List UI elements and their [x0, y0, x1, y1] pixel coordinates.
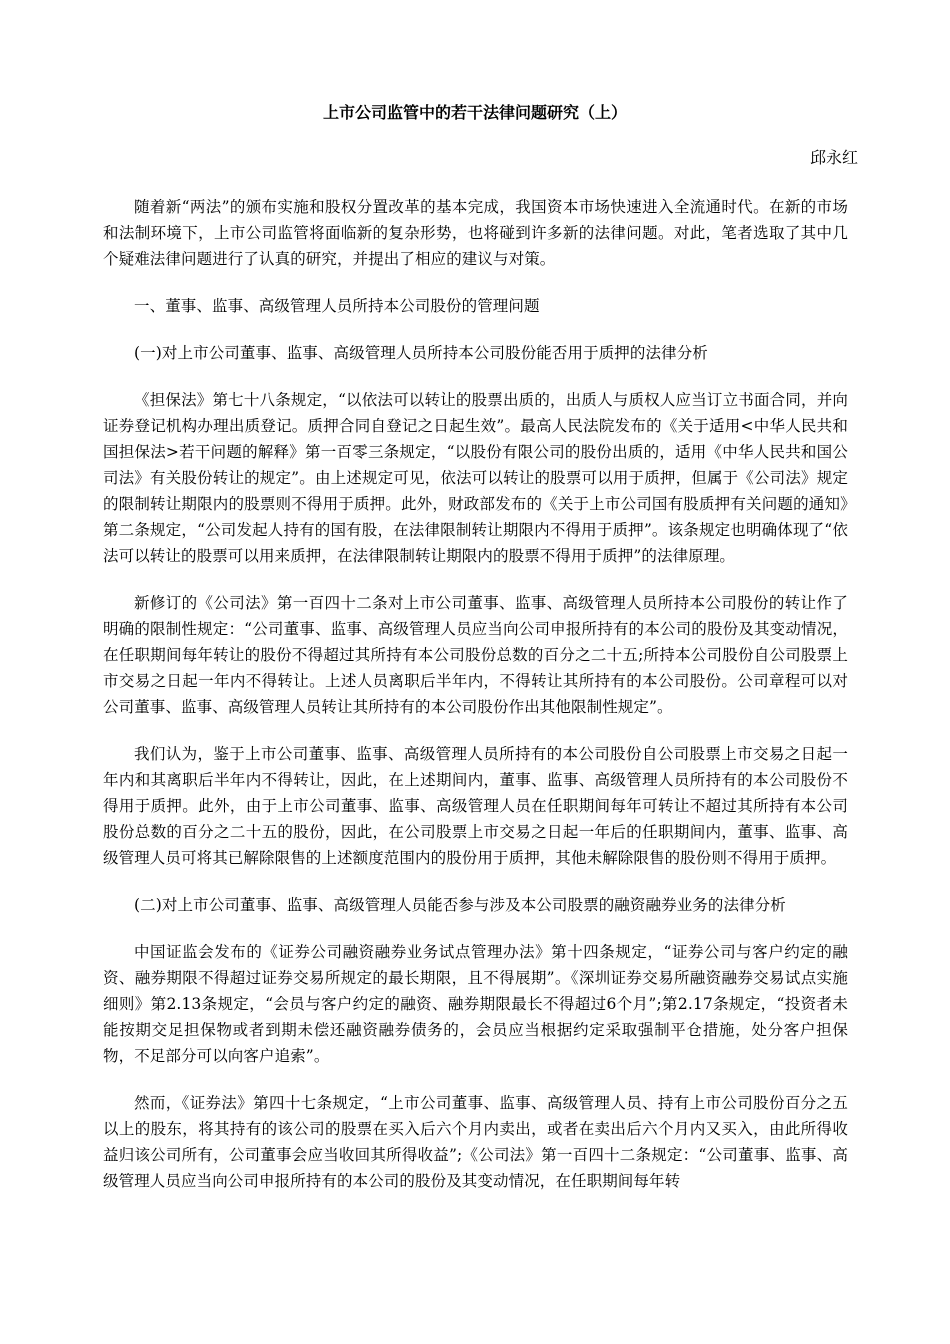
paragraph: 《担保法》第七十八条规定，“以依法可以转让的股票出质的，出质人与质权人应当订立书面合同，并向证券登记机构办理出质登记。质押合同自登记之日起生效”。最高人民法院发布的《关于适用<中华人民共和国担保法>若干问题的解释》第一百零三条规定，“以股份有限公司的股份出质的，适用《中华人民共和国公司法》有关股份转让的规定”。由上述规定可见，依法可以转让的股票可以用于质押，但属于《公司法》规定的限制转让期限内的股票则不得用于质押。此外，财政部发布的《关于上市公司国有股质押有关问题的通知》第二条规定，“公司发起人持有的国有股，在法律限制转让期限内不得用于质押”。该条规定也明确体现了“依法可以转让的股票可以用来质押，在法律限制转让期限内的股票不得用于质押”的法律原理。 — [103, 391, 848, 565]
paragraph: 我们认为，鉴于上市公司董事、监事、高级管理人员所持有的本公司股份自公司股票上市交易之日起一年内和其离职后半年内不得转让，因此，在上述期间内，董事、监事、高级管理人员所持有的本公司股份不得用于质押。此外，由于上市公司董事、监事、高级管理人员在任职期间每年可转让不超过其所持有本公司股份总数的百分之二十五的股份，因此，在公司股票上市交易之日起一年后的任职期间内，董事、监事、高级管理人员可将其已解除限售的上述额度范围内的股份用于质押，其他未解除限售的股份则不得用于质押。 — [103, 745, 848, 867]
document-title: 上市公司监管中的若干法律问题研究（上） — [322, 103, 627, 122]
document-body — [103, 194, 848, 1215]
paragraph-intro: 随着新“两法”的颁布实施和股权分置改革的基本完成，我国资本市场快速进入全流通时代。在新的市场和法制环境下，上市公司监管将面临新的复杂形势，也将碰到许多新的法律问题。对此，笔者选取了其中几个疑难法律问题进行了认真的研究，并提出了相应的建议与对策。 — [103, 198, 848, 268]
document-author: 邱永红 — [809, 148, 858, 167]
subsection-heading-2: (二)对上市公司董事、监事、高级管理人员能否参与涉及本公司股票的融资融券业务的法律分析 — [134, 896, 786, 914]
section-heading-1: 一、董事、监事、高级管理人员所持本公司股份的管理问题 — [134, 297, 540, 315]
paragraph: 新修订的《公司法》第一百四十二条对上市公司董事、监事、高级管理人员所持本公司股份的转让作了明确的限制性规定：“公司董事、监事、高级管理人员应当向公司申报所持有的本公司的股份及其变动情况，在任职期间每年转让的股份不得超过其所持有本公司股份总数的百分之二十五;所持本公司股份自公司股票上市交易之日起一年内不得转让。上述人员离职后半年内，不得转让其所持有的本公司股份。公司章程可以对公司董事、监事、高级管理人员转让其所持有的本公司股份作出其他限制性规定”。 — [103, 594, 848, 716]
paragraph: 中国证监会发布的《证券公司融资融券业务试点管理办法》第十四条规定，“证券公司与客户约定的融资、融券期限不得超过证券交易所规定的最长期限，且不得展期”。《深圳证券交易所融资融券交易试点实施细则》第2.13条规定，“会员与客户约定的融资、融券期限最长不得超过6个月”;第2.17条规定，“投资者未能按期交足担保物或者到期未偿还融资融券债务的，会员应当根据约定采取强制平仓措施，处分客户担保物，不足部分可以向客户追索”。 — [103, 943, 848, 1065]
subsection-heading-1: (一)对上市公司董事、监事、高级管理人员所持本公司股份能否用于质押的法律分析 — [134, 344, 708, 362]
paragraph: 然而，《证券法》第四十七条规定，“上市公司董事、监事、高级管理人员、持有上市公司股份百分之五以上的股东，将其持有的该公司的股票在买入后六个月内卖出，或者在卖出后六个月内又买入，由此所得收益归该公司所有，公司董事会应当收回其所得收益”;《公司法》第一百四十二条规定：“公司董事、监事、高级管理人员应当向公司申报所持有的本公司的股份及其变动情况，在任职期间每年转 — [103, 1094, 848, 1190]
